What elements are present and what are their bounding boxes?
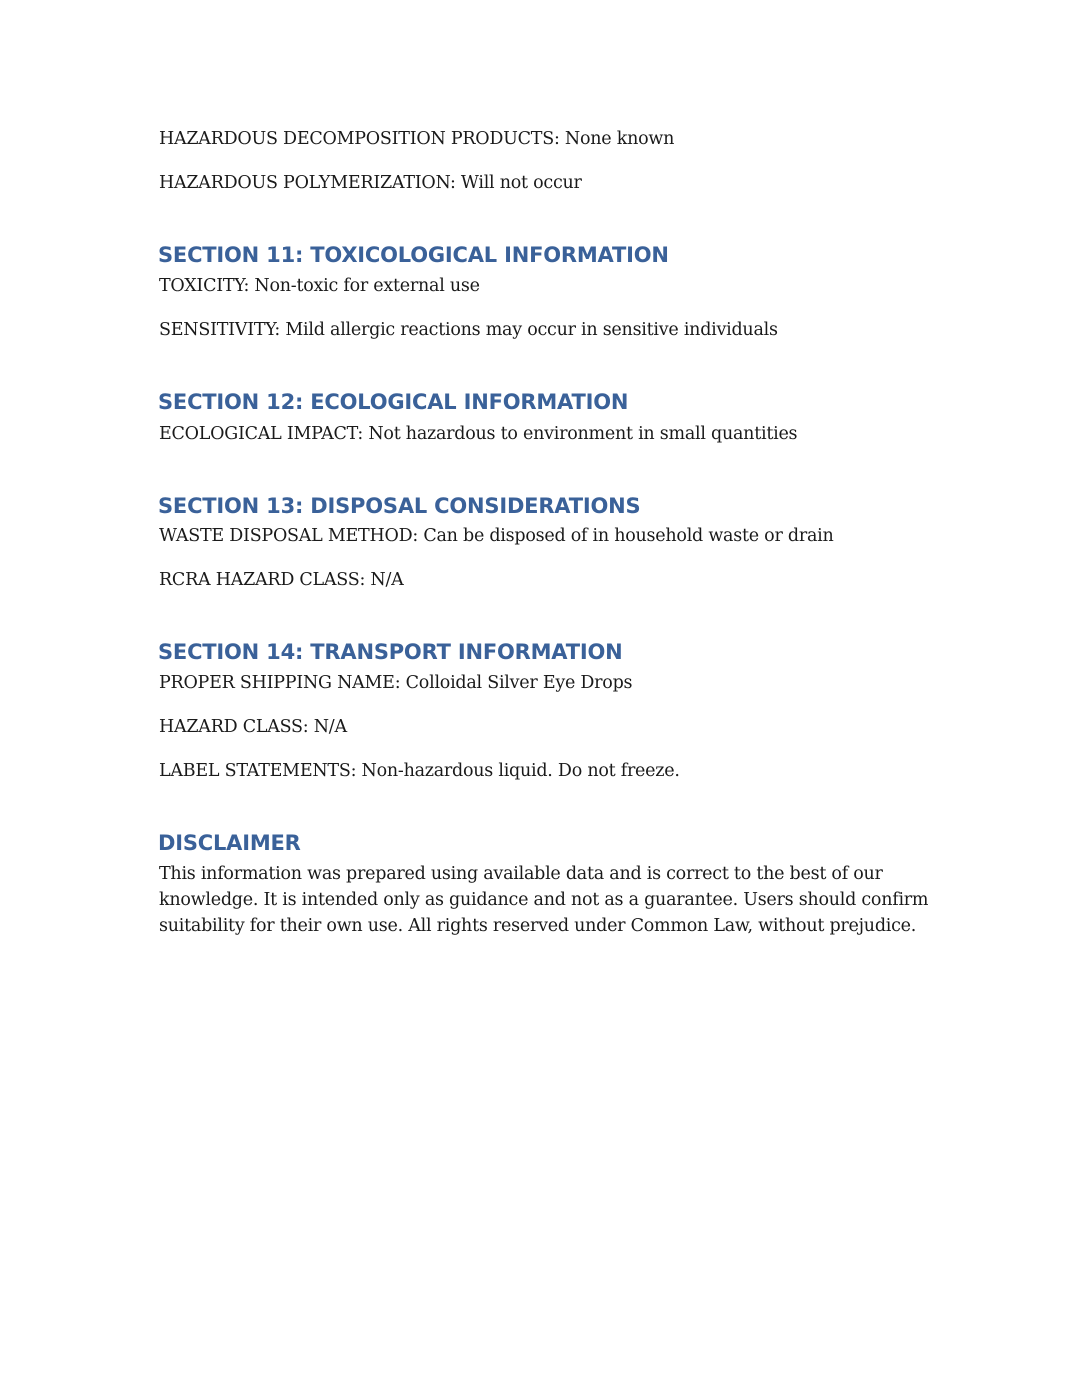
decomposition-products-line: HAZARDOUS DECOMPOSITION PRODUCTS: None known (159, 129, 675, 149)
section-14-heading: SECTION 14: TRANSPORT INFORMATION (158, 640, 623, 664)
polymerization-line: HAZARDOUS POLYMERIZATION: Will not occur (159, 173, 582, 193)
section-13-heading: SECTION 13: DISPOSAL CONSIDERATIONS (158, 494, 641, 518)
sensitivity-line: SENSITIVITY: Mild allergic reactions may occur in sensitive individuals (159, 320, 778, 340)
disclaimer-line-1: This information was prepared using available data and is correct to the best of our (159, 864, 883, 884)
label-statements-line: LABEL STATEMENTS: Non-hazardous liquid. Do not freeze. (159, 761, 680, 781)
section-12-heading: SECTION 12: ECOLOGICAL INFORMATION (158, 390, 629, 414)
rcra-hazard-class-line: RCRA HAZARD CLASS: N/A (159, 570, 404, 590)
hazard-class-line: HAZARD CLASS: N/A (159, 717, 347, 737)
disclaimer-line-3: suitability for their own use. All rights reserved under Common Law, without prejudice. (159, 916, 917, 936)
shipping-name-line: PROPER SHIPPING NAME: Colloidal Silver Eye Drops (159, 673, 633, 693)
disclaimer-heading: DISCLAIMER (158, 831, 301, 855)
ecological-impact-line: ECOLOGICAL IMPACT: Not hazardous to environment in small quantities (159, 424, 798, 444)
disclaimer-line-2: knowledge. It is intended only as guidance and not as a guarantee. Users should confirm (159, 890, 929, 910)
waste-disposal-line: WASTE DISPOSAL METHOD: Can be disposed of in household waste or drain (159, 526, 834, 546)
section-11-heading: SECTION 11: TOXICOLOGICAL INFORMATION (158, 243, 669, 267)
toxicity-line: TOXICITY: Non-toxic for external use (159, 276, 480, 296)
